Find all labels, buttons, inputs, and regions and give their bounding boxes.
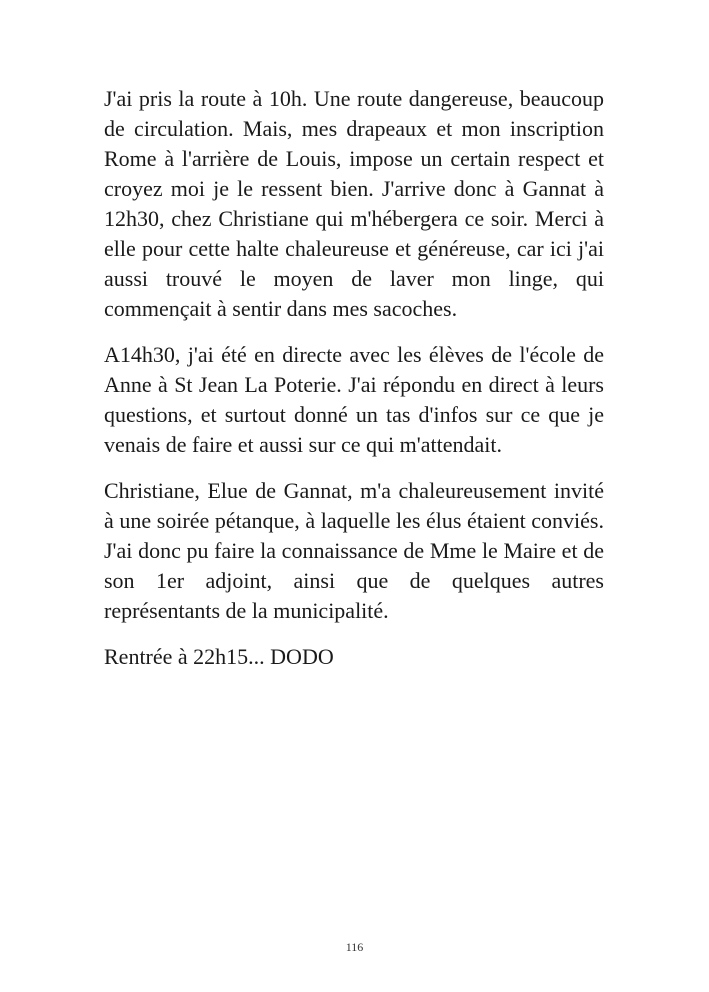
paragraph-school-call: A14h30, j'ai été en directe avec les élèves de l'école de Anne à St Jean La Poterie. J'ai répondu en direct à leurs questions, et surtout donné un tas d'infos sur ce que je venais de faire et aussi sur ce qui m'attendait. xyxy=(104,342,604,457)
paragraph-petanque: Christiane, Elue de Gannat, m'a chaleureusement invité à une soirée pétanque, à laquelle les élus étaient conviés. J'ai donc pu faire la connaissance de Mme le Maire et de son 1er adjoint, ainsi que de quelques autres représentants de la municipalité. xyxy=(104,478,604,623)
document-body xyxy=(104,84,604,688)
paragraph-route: J'ai pris la route à 10h. Une route dangereuse, beaucoup de circulation. Mais, mes drapeaux et mon inscription Rome à l'arrière de Louis, impose un certain respect et croyez moi je le ressent bien. J'arrive donc à Gannat à 12h30, chez Christiane qui m'hébergera ce soir. Merci à elle pour cette halte chaleureuse et généreuse, car ici j'ai aussi trouvé le moyen de laver mon linge, qui commençait à sentir dans mes sacoches. xyxy=(104,86,604,321)
paragraph-return: Rentrée à 22h15... DODO xyxy=(104,644,334,669)
page-number: 116 xyxy=(345,940,364,954)
